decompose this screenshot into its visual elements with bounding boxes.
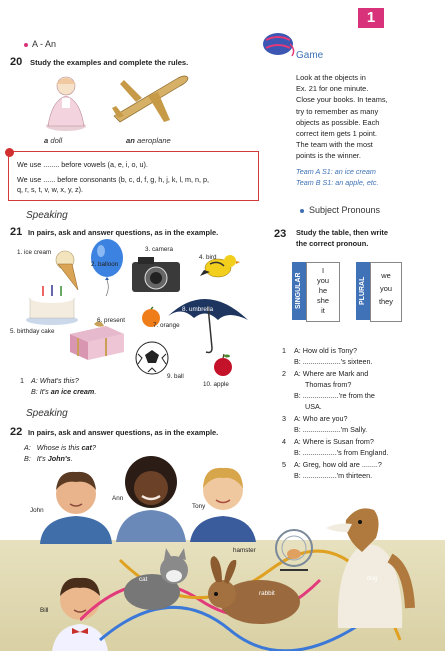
rule-line-1: We use ........ before vowels (a, e, i, o, u). — [17, 160, 148, 169]
john-photo — [36, 462, 116, 544]
ex23-item-2-a2: Thomas from? — [305, 380, 352, 389]
label-apple: 10. apple — [203, 381, 229, 388]
exercise-22-example-b: B: It's John's. — [24, 454, 73, 463]
ex23-item-1-num: 1 — [282, 346, 286, 355]
label-present: 6. present — [97, 317, 126, 324]
aeroplane-image — [108, 66, 192, 126]
ex23-item-3-a: A: Who are you? — [294, 414, 348, 423]
label-umbrella: 8. umbrella — [182, 306, 214, 313]
exercise-20-instruction: Study the examples and complete the rules. — [30, 58, 189, 67]
exercise-21-example-number: 1 — [20, 376, 24, 385]
ball-image — [134, 340, 170, 376]
game-heading: Game — [296, 50, 324, 61]
ex23-item-3-b: B: ...................'m Sally. — [294, 425, 368, 434]
name-bill: Bill — [40, 607, 49, 614]
exercise-number-23: 23 — [274, 228, 287, 240]
ex23-item-1-b: B: ...................'s sixteen. — [294, 357, 373, 366]
doll-image — [42, 70, 90, 132]
yarn-ball-icon — [260, 30, 296, 58]
ex23-item-5-num: 5 — [282, 460, 286, 469]
label-camera: 3. camera — [145, 246, 173, 253]
bullet-icon — [300, 209, 304, 213]
name-hamster: hamster — [233, 547, 256, 554]
label-bird: 4. bird — [199, 254, 217, 261]
singular-label: SINGULAR — [292, 262, 306, 320]
ex23-item-2-b2: USA. — [305, 402, 322, 411]
present-image — [66, 320, 128, 362]
pin-icon — [5, 148, 14, 157]
section-heading-a-an: A - An — [24, 39, 56, 49]
ex23-item-2-num: 2 — [282, 369, 286, 378]
exercise-22-example-a: A: Whose is this cat? — [24, 443, 96, 452]
ex23-item-3-num: 3 — [282, 414, 286, 423]
game-team-b: Team B S1: an apple, etc. — [296, 178, 379, 187]
speaking-heading-1: Speaking — [26, 210, 68, 221]
ann-photo — [114, 450, 188, 542]
rabbit-photo — [202, 556, 302, 626]
bullet-icon — [24, 43, 28, 47]
rule-box — [8, 151, 259, 201]
camera-image — [130, 254, 182, 294]
label-birthday-cake: 5. birthday cake — [10, 328, 55, 335]
label-balloon: 2. balloon — [91, 261, 119, 268]
ex23-item-4-b: B: .................'s from England. — [294, 448, 389, 457]
rule-line-2: We use ...... before consonants (b, c, d, f, g, h, j, k, l, m, n, p, — [17, 175, 210, 184]
name-tony: Tony — [192, 503, 206, 510]
exercise-21-example-a: A: What's this? — [31, 376, 79, 385]
ex23-item-5-a: A: Greg, how old are ........? — [294, 460, 382, 469]
ex23-item-4-a: A: Where is Susan from? — [294, 437, 374, 446]
speaking-heading-2: Speaking — [26, 408, 68, 419]
name-dog: dog — [367, 575, 378, 582]
exercise-21-instruction: In pairs, ask and answer questions, as in the example. — [28, 228, 219, 237]
game-team-a: Team A S1: an ice cream — [296, 167, 376, 176]
dog-photo — [318, 498, 418, 628]
ex23-item-4-num: 4 — [282, 437, 286, 446]
tony-photo — [188, 460, 258, 542]
ex23-item-5-b: B: .................'m thirteen. — [294, 471, 373, 480]
exercise-23-instruction-1: Study the table, then write — [296, 228, 388, 237]
label-ice-cream: 1. ice cream — [17, 249, 52, 256]
ex23-item-1-a: A: How old is Tony? — [294, 346, 357, 355]
exercise-number-21: 21 — [10, 226, 23, 238]
rule-line-3: q, r, s, t, v, w, x, y, z). — [17, 185, 84, 194]
plural-pronoun-box: we you they — [370, 262, 402, 322]
game-text: Look at the objects in Ex. 21 for one minute. Close your books. In teams, try to remember as many objects as possible. Each correct item gets 1 point. The team with the most points is the winner. — [296, 73, 388, 161]
exercise-22-instruction: In pairs, ask and answer questions, as in the example. — [28, 428, 219, 437]
exercise-23-instruction-2: the correct pronoun. — [296, 239, 369, 248]
singular-pronoun-box: I you he she it — [306, 262, 340, 322]
exercise-number-22: 22 — [10, 426, 23, 438]
aeroplane-caption: an aeroplane — [126, 136, 171, 145]
name-cat: cat — [139, 576, 148, 583]
ex23-item-2-a: A: Where are Mark and — [294, 369, 369, 378]
name-ann: Ann — [112, 495, 124, 502]
exercise-21-example-b: B: It's an ice cream. — [31, 387, 97, 396]
exercise-number-20: 20 — [10, 56, 23, 68]
label-orange: 7. orange — [153, 322, 180, 329]
subject-pronouns-heading: Subject Pronouns — [300, 205, 380, 215]
apple-image — [212, 353, 234, 377]
name-john: John — [30, 507, 44, 514]
ex23-item-2-b: B: ..................'re from the — [294, 391, 375, 400]
label-ball: 9. ball — [167, 373, 184, 380]
doll-caption: a doll — [44, 136, 63, 145]
cat-photo — [118, 548, 196, 612]
name-rabbit: rabbit — [259, 590, 275, 597]
plural-label: PLURAL — [356, 262, 370, 320]
page-tag: 1 — [358, 8, 384, 28]
